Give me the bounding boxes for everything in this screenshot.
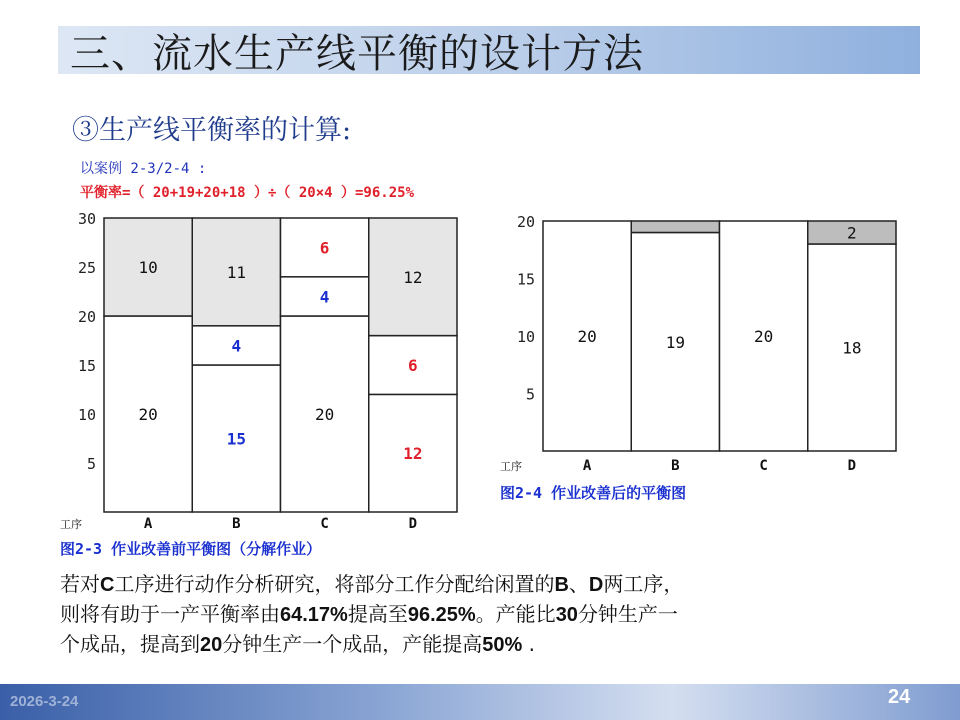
y-tick-label: 5 xyxy=(525,385,535,404)
highlight-value: 96.25% xyxy=(407,604,476,626)
footer-date: 2026-3-24 xyxy=(10,693,79,710)
y-tick-label: 10 xyxy=(77,406,96,424)
x-tick-label: B xyxy=(232,516,241,532)
conclusion-line: 若对C工序进行动作分析研究，将部分工作分配给闲置的B、D两工序， xyxy=(60,572,684,596)
x-tick-label: C xyxy=(759,458,768,474)
highlight-value: 50% xyxy=(482,634,523,656)
conclusion-line: 个成品，提高到20分钟生产一个成品，产能提高50% . xyxy=(60,632,535,656)
y-tick-label: 15 xyxy=(77,357,96,375)
data-label: 4 xyxy=(231,336,242,356)
chart-caption: 图2-3 作业改善前平衡图（分解作业） xyxy=(60,540,322,558)
x-tick-label: C xyxy=(320,516,329,532)
highlight-value: B xyxy=(554,574,569,596)
conclusion-text xyxy=(60,570,920,660)
y-tick-label: 20 xyxy=(77,308,96,326)
case-label: 以案例 2-3/2-4 : xyxy=(80,161,207,177)
chart-caption: 图2-4 作业改善后的平衡图 xyxy=(500,484,687,502)
highlight-value: D xyxy=(588,574,604,596)
x-tick-label: D xyxy=(408,516,418,532)
y-tick-label: 20 xyxy=(516,213,535,231)
data-label: 19 xyxy=(665,332,686,352)
slide-subtitle: ③生产线平衡率的计算: xyxy=(72,115,352,146)
y-tick-label: 30 xyxy=(77,210,96,228)
y-tick-label: 25 xyxy=(77,259,96,277)
highlight-value: C xyxy=(100,574,115,596)
data-label: 20 xyxy=(314,405,335,424)
x-tick-label: A xyxy=(582,458,592,474)
highlight-value: 30 xyxy=(555,604,578,626)
data-label: 6 xyxy=(319,238,330,258)
data-label: 20 xyxy=(577,327,597,346)
x-axis-label: 工序 xyxy=(60,518,82,531)
slide-title: 三、流水生产线平衡的设计方法 xyxy=(70,31,644,77)
highlight-value: 20 xyxy=(200,634,223,656)
x-tick-label: D xyxy=(847,458,857,474)
data-label: 15 xyxy=(226,429,247,449)
data-label: 11 xyxy=(226,262,247,282)
data-label: 18 xyxy=(842,338,862,358)
highlight-value: 64.17% xyxy=(280,604,348,626)
data-label: 4 xyxy=(319,287,330,307)
data-label: 6 xyxy=(408,356,418,375)
data-label: 20 xyxy=(138,405,158,424)
conclusion-line: 则将有助于一产平衡率由64.17%提高至96.25%。产能比30分钟生产一 xyxy=(60,602,678,626)
y-tick-label: 15 xyxy=(516,270,535,289)
bar-segment xyxy=(631,221,719,233)
y-tick-label: 5 xyxy=(86,455,96,473)
data-label: 12 xyxy=(403,267,423,287)
data-label: 2 xyxy=(847,223,857,243)
data-label: 20 xyxy=(753,327,774,346)
data-label: 10 xyxy=(138,258,158,277)
footer-bar xyxy=(0,684,960,720)
balance-formula: 平衡率=（ 20+19+20+18 ）÷（ 20×4 ）=96.25% xyxy=(80,185,415,201)
y-tick-label: 10 xyxy=(516,328,535,346)
x-tick-label: B xyxy=(671,458,680,474)
data-label: 12 xyxy=(403,444,423,464)
x-tick-label: A xyxy=(143,516,153,532)
x-axis-label: 工序 xyxy=(500,460,522,473)
page-number: 24 xyxy=(888,686,911,708)
